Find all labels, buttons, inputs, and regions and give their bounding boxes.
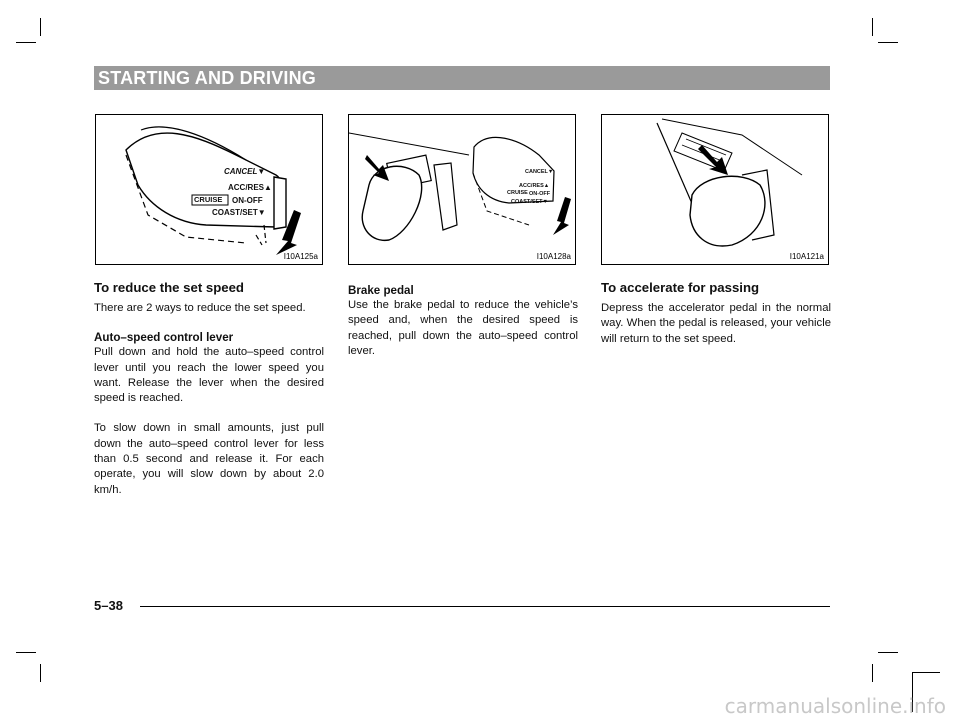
footer-rule [140,606,830,607]
crop-mark [878,42,898,43]
label-on-off: ON-OFF [529,191,551,197]
right-column [601,280,831,347]
brake-paragraph: Use the brake pedal to reduce the vehicle’s speed and, when the desired speed is reached, pull down the auto–speed control lever. [348,299,578,357]
heading-reduce-speed: To reduce the set speed [94,280,244,295]
label-coast-set: COAST/SET▼ [511,199,548,205]
crop-mark [16,652,36,653]
page-number: 5–38 [94,598,123,613]
label-cancel: CANCEL▼ [525,169,554,175]
crop-mark [872,664,873,682]
subheading-brake-pedal: Brake pedal [348,284,414,297]
figure-code: I10A128a [536,252,571,261]
accelerate-paragraph: Depress the accelerator pedal in the normal way. When the pedal is released, your vehicle will return to the set speed. [601,302,831,345]
accelerator-pedal-illustration [602,115,829,265]
crop-mark [872,18,873,36]
label-on-off: ON-OFF [232,196,263,205]
figure-code: I10A125a [283,252,318,261]
label-cruise: CRUISE [194,195,223,204]
middle-column [348,284,578,359]
lever-illustration [96,115,323,265]
lever-paragraph-2: To slow down in small amounts, just pull down the auto–speed control lever for less than 0.5 second and release it. For each operate, you will slow down by about 2.0 km/h. [94,422,324,496]
intro-text: There are 2 ways to reduce the set speed. [94,302,306,314]
crop-mark [16,42,36,43]
crop-mark [40,664,41,682]
crop-mark [40,18,41,36]
label-acc-res: ACC/RES▲ [519,183,550,189]
heading-accelerate-passing: To accelerate for passing [601,280,760,295]
brake-pedal-illustration [349,115,576,265]
figure-code: I10A121a [789,252,824,261]
crop-mark [878,652,898,653]
label-cancel: CANCEL▼ [224,167,266,176]
left-column [94,280,324,498]
crop-mark [912,672,940,673]
subheading-lever: Auto–speed control lever [94,331,234,345]
label-acc-res: ACC/RES▲ [228,183,272,192]
watermark: carmanualsonline.info [724,694,946,718]
label-coast-set: COAST/SET▼ [212,208,266,217]
section-title: STARTING AND DRIVING [98,68,316,88]
label-cruise: CRUISE [507,190,528,196]
figure-lever [95,114,323,265]
figure-accelerator-pedal [601,114,829,265]
figure-brake-pedal [348,114,576,265]
lever-paragraph-1: Pull down and hold the auto–speed control lever until you reach the lower speed you want. Release the lever when the desired speed is reached. [94,346,324,405]
